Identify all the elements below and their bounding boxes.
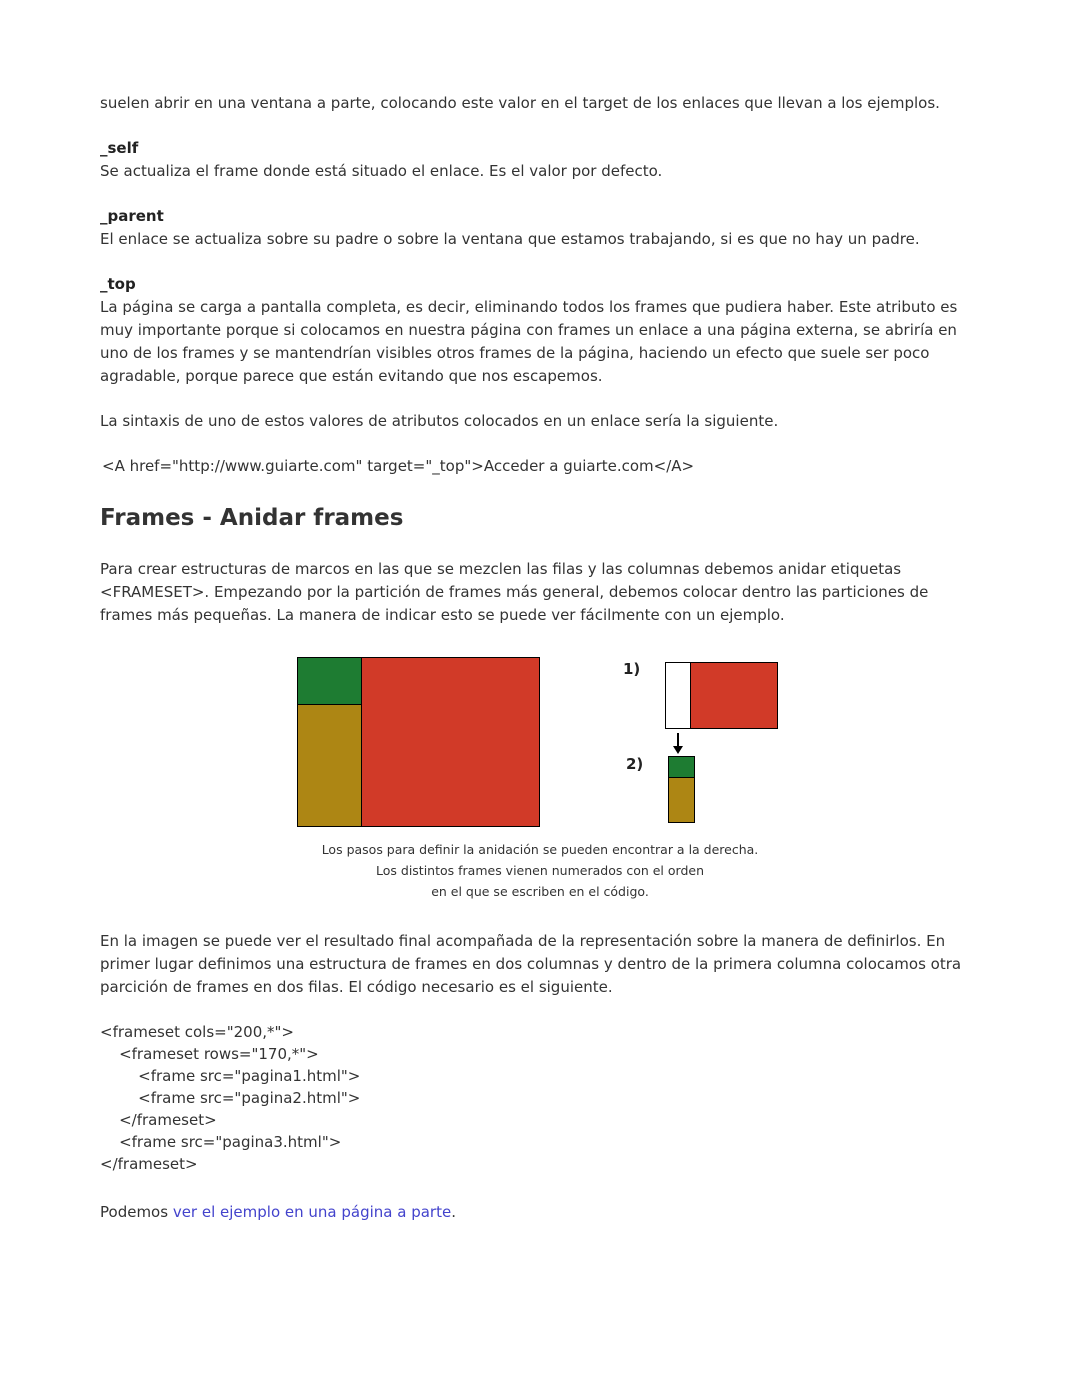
target-self-description: Se actualiza el frame donde está situado el enlace. Es el valor por defecto. [100, 162, 663, 180]
result-frame-right-red [361, 657, 540, 827]
code-line: <frameset rows="170,*"> [100, 1045, 319, 1063]
code-line: <frame src="pagina3.html"> [100, 1133, 342, 1151]
figure-caption-line-2: Los distintos frames vienen numerados con el orden [376, 863, 704, 878]
down-arrow-icon [672, 733, 684, 754]
frames-nesting-figure [100, 657, 980, 827]
target-top-term: _top [100, 275, 136, 293]
figure-caption-line-3: en el que se escriben en el código. [431, 884, 649, 899]
section-heading: Frames - Anidar frames [100, 505, 404, 531]
target-parent-term: _parent [100, 207, 164, 225]
footer-suffix-text: . [451, 1203, 456, 1221]
code-line: <frame src="pagina1.html"> [100, 1067, 361, 1085]
code-line: </frameset> [100, 1111, 217, 1129]
step1-right-column-red [690, 662, 778, 729]
target-parent-description: El enlace se actualiza sobre su padre o sobre la ventana que estamos trabajando, si es que no hay un padre. [100, 230, 920, 248]
example-page-link[interactable]: ver el ejemplo en una página a parte [172, 1203, 452, 1221]
target-self-block [100, 137, 980, 183]
frameset-code-block [100, 1021, 980, 1175]
step2-diagram [668, 756, 695, 823]
down-arrow-shaft [677, 733, 679, 746]
anchor-code-example: <A href="http://www.guiarte.com" target="_top">Acceder a guiarte.com</A> [102, 457, 695, 475]
syntax-intro-paragraph: La sintaxis de uno de estos valores de atributos colocados en un enlace sería la siguiente. [100, 412, 779, 430]
target-top-block [100, 273, 980, 388]
code-line: <frameset cols="200,*"> [100, 1023, 294, 1041]
intro-paragraph: suelen abrir en una ventana a parte, colocando este valor en el target de los enlaces que llevan a los ejemplos. [100, 94, 940, 112]
step2-bottom-row-olive [668, 777, 695, 823]
target-self-term: _self [100, 139, 139, 157]
figure-caption-line-1: Los pasos para definir la anidación se pueden encontrar a la derecha. [321, 842, 759, 857]
step1-diagram [665, 662, 778, 729]
step2-top-row-green [668, 756, 695, 778]
step2-label: 2) [626, 755, 644, 773]
result-frame-top-left-green [297, 657, 362, 705]
code-line: <frame src="pagina2.html"> [100, 1089, 361, 1107]
example-footer-line [100, 1201, 980, 1224]
target-top-description: La página se carga a pantalla completa, es decir, eliminando todos los frames que pudiera haber. Este atributo es muy importante porque si colocamos en nuestra página con frames un enlace a una página externa, se abriría en uno de los frames y se mantendrían visibles otros frames de la página, haciendo un efecto que suele ser poco agradable, porque parece que están evitando que nos escapemos. [100, 298, 958, 385]
nesting-intro-paragraph: Para crear estructuras de marcos en las que se mezclen las filas y las columnas debemos anidar etiquetas <FRAMESET>. Empezando por la partición de frames más general, debemos colocar dentro las particiones de frames más pequeñas. La manera de indicar esto se puede ver fácilmente con un ejemplo. [100, 560, 929, 624]
footer-prefix-text: Podemos [100, 1203, 173, 1221]
step1-left-column-white [665, 662, 691, 729]
frameset-result-diagram [297, 657, 540, 827]
result-frame-bottom-left-olive [297, 704, 362, 827]
down-arrow-head [673, 746, 683, 754]
target-parent-block [100, 205, 980, 251]
step1-label: 1) [623, 660, 641, 678]
code-line: </frameset> [100, 1155, 198, 1173]
figure-caption [100, 839, 980, 902]
result-explanation-paragraph: En la imagen se puede ver el resultado final acompañada de la representación sobre la manera de definirlos. En primer lugar definimos una estructura de frames en dos columnas y dentro de la primera columna colocamos otra parcición de frames en dos filas. El código necesario es el siguiente. [100, 932, 962, 996]
